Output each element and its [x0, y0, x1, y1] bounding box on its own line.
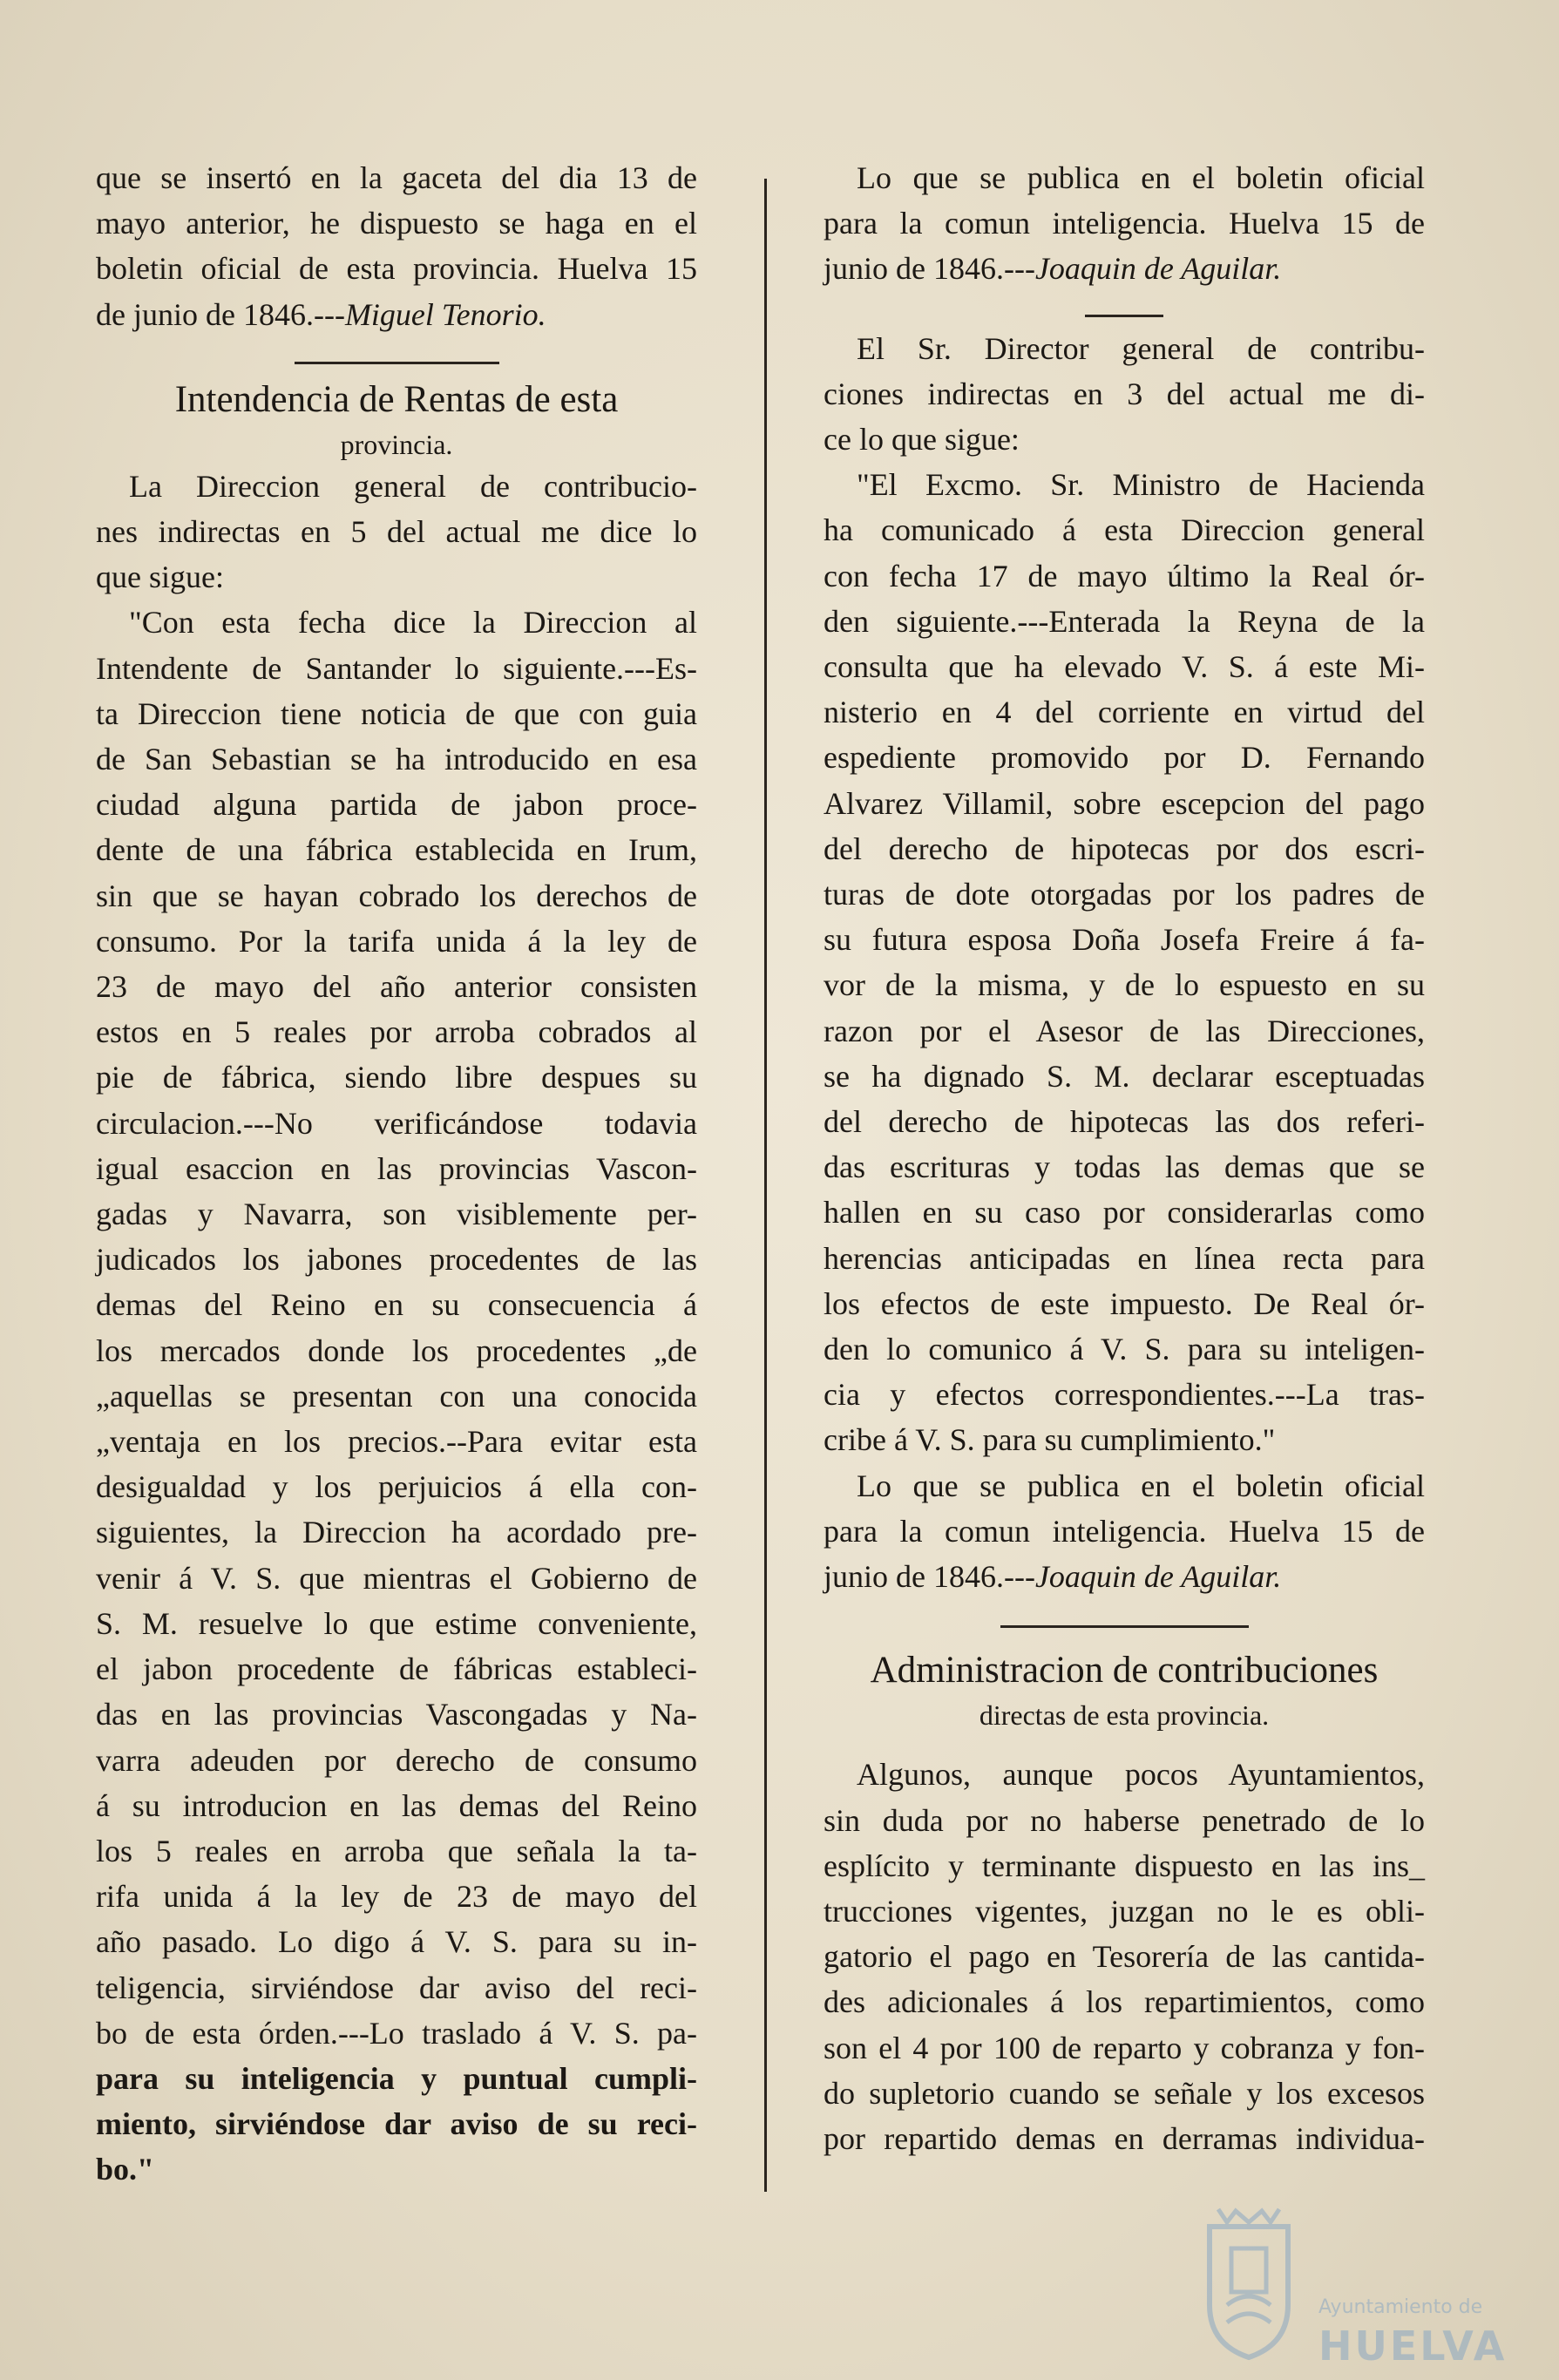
text-line: venir á V. S. que mientras el Gobierno de [96, 1560, 697, 1596]
section-divider [1000, 1625, 1249, 1628]
text-line: ciones indirectas en 3 del actual me di- [824, 376, 1425, 411]
text-line: cia y efectos correspondientes.---La tras- [824, 1377, 1425, 1413]
text-line: nisterio en 4 del corriente en virtud del [824, 695, 1425, 730]
text-line: para su inteligencia y puntual cumpli- [96, 2060, 697, 2096]
text-line: siguientes, la Direccion ha acordado pre- [96, 1515, 697, 1550]
signature: Joaquin de Aguilar. [1034, 1559, 1282, 1595]
text-line: razon por el Asesor de las Direcciones, [824, 1013, 1425, 1048]
text-line: Algunos, aunque pocos Ayuntamientos, [857, 1757, 1425, 1793]
text-line [96, 292, 697, 337]
date-text: junio de 1846.--- [824, 1559, 1035, 1595]
text-line: se ha dignado S. M. declarar esceptuadas [824, 1058, 1425, 1094]
text-line: "El Excmo. Sr. Ministro de Hacienda [857, 467, 1425, 503]
column-divider [764, 179, 767, 2192]
text-line: consumo. Por la tarifa unida á la ley de [96, 923, 697, 959]
text-line: del derecho de hipotecas por dos escri- [824, 831, 1425, 866]
text-line: con fecha 17 de mayo último la Real ór- [824, 558, 1425, 593]
right-body-text [824, 326, 1425, 1463]
text-line: año pasado. Lo digo á V. S. para su in- [96, 1924, 697, 1960]
publication-notice-1 [824, 155, 1425, 292]
text-line: gadas y Navarra, son visiblemente per- [96, 1197, 697, 1232]
text-line: el jabon procedente de fábricas estableci- [96, 1651, 697, 1687]
section-subheading: provincia. [340, 428, 453, 460]
final-body-text [824, 1752, 1425, 2161]
text-line: nes indirectas en 5 del actual me dice lo [96, 514, 697, 550]
text-line: rifa unida á la ley de 23 de mayo del [96, 1879, 697, 1915]
text-line: „aquellas se presentan con una conocida [96, 1378, 697, 1414]
publication-notice-2 [824, 1463, 1425, 1600]
left-intro-paragraph [96, 155, 697, 337]
text-line: varra adeuden por derecho de consumo [96, 1742, 697, 1778]
text-line: gatorio el pago en Tesorería de las cantida- [824, 1939, 1425, 1975]
text-line: dente de una fábrica establecida en Irum, [96, 832, 697, 868]
text-line: El Sr. Director general de contribu- [857, 330, 1425, 366]
text-line: los 5 reales en arroba que señala la ta- [96, 1833, 697, 1868]
text-line: den lo comunico á V. S. para su inteligen- [824, 1332, 1425, 1367]
text-line: bo." [96, 2152, 155, 2187]
text-line: ce lo que sigue: [824, 422, 1020, 458]
text-line: hallen en su caso por considerarlas como [824, 1195, 1425, 1231]
text-line: del derecho de hipotecas las dos referi- [824, 1104, 1425, 1140]
text-line: das en las provincias Vascongadas y Na- [96, 1697, 697, 1732]
text-line: cribe á V. S. para su cumplimiento." [824, 1422, 1276, 1458]
text-line: 23 de mayo del año anterior consisten [96, 969, 697, 1005]
text-line: para la comun inteligencia. Huelva 15 de [824, 206, 1425, 241]
coat-of-arms-icon [1192, 2200, 1305, 2366]
text-line: des adicionales á los repartimientos, como [824, 1984, 1425, 2020]
text-line: los efectos de este impuesto. De Real ór- [824, 1285, 1425, 1321]
section-subheading: directas de esta provincia. [979, 1699, 1270, 1732]
text-line: judicados los jabones procedentes de las [96, 1242, 697, 1278]
text-line: Intendente de Santander lo siguiente.---Es- [96, 650, 697, 686]
text-line: miento, sirviéndose dar aviso de su reci- [96, 2106, 697, 2142]
text-line: por repartido demas en derramas individua- [824, 2120, 1425, 2156]
watermark-line2: HUELVA [1318, 2322, 1508, 2370]
ayuntamiento-huelva-watermark [1192, 2200, 1508, 2370]
text-line: turas de dote otorgadas por los padres de [824, 877, 1425, 912]
text-line: den siguiente.---Enterada la Reyna de la [824, 603, 1425, 639]
right-column [824, 155, 1425, 2161]
text-line: trucciones vigentes, juzgan no le es obli- [824, 1893, 1425, 1929]
text-line: „ventaja en los precios.--Para evitar esta [96, 1424, 697, 1460]
text-line: desigualdad y los perjuicios á ella con- [96, 1469, 697, 1505]
text-line: herencias anticipadas en línea recta para [824, 1240, 1425, 1276]
text-line: de San Sebastian se ha introducido en esa [96, 742, 697, 777]
text-line: los mercados donde los procedentes „de [96, 1332, 697, 1368]
left-body-text [96, 464, 697, 2193]
text-line: circulacion.---No verificándose todavia [96, 1105, 697, 1141]
watermark-line1: Ayuntamiento de [1318, 2296, 1483, 2318]
text-line: bo de esta órden.---Lo traslado á V. S. pa- [96, 2015, 697, 2051]
text-line: pie de fábrica, siendo libre despues su [96, 1060, 697, 1095]
text-line: espediente promovido por D. Fernando [824, 740, 1425, 776]
text-line: Lo que se publica en el boletin oficial [857, 1468, 1425, 1503]
text-line: que sigue: [96, 559, 224, 595]
section-divider [295, 362, 499, 364]
text-line: son el 4 por 100 de reparto y cobranza y fon- [824, 2030, 1425, 2065]
text-line: ha comunicado á esta Direccion general [824, 512, 1425, 548]
text-line: "Con esta fecha dice la Direccion al [129, 605, 697, 641]
section-heading: Administracion de contribuciones [870, 1650, 1379, 1692]
text-line: ta Direccion tiene noticia de que con guia [96, 695, 697, 731]
text-line: Alvarez Villamil, sobre escepcion del pago [824, 785, 1425, 821]
text-line: esplícito y terminante dispuesto en las ins_ [824, 1848, 1425, 1883]
text-line: consulta que ha elevado V. S. á este Mi- [824, 649, 1425, 685]
section-divider [1085, 315, 1163, 317]
text-line: boletin oficial de esta provincia. Huelva 15 [96, 251, 697, 287]
text-line: su futura esposa Doña Josefa Freire á fa- [824, 922, 1425, 958]
text-line: S. M. resuelve lo que estime conveniente, [96, 1605, 697, 1641]
signature: Joaquin de Aguilar. [1034, 251, 1282, 287]
text-line: sin duda por no haberse penetrado de lo [824, 1802, 1425, 1838]
text-line: á su introducion en las demas del Reino [96, 1787, 697, 1823]
text-line: estos en 5 reales por arroba cobrados al [96, 1014, 697, 1050]
date-text: junio de 1846.--- [824, 251, 1035, 287]
text-line: igual esaccion en las provincias Vascon- [96, 1150, 697, 1186]
text-line: das escrituras y todas las demas que se [824, 1149, 1425, 1185]
text-line: La Direccion general de contribucio- [129, 468, 697, 504]
text-line: ciudad alguna partida de jabon proce- [96, 787, 697, 823]
spacer [824, 1734, 1425, 1752]
text-line: Lo que se publica en el boletin oficial [857, 160, 1425, 195]
text-line: para la comun inteligencia. Huelva 15 de [824, 1513, 1425, 1549]
text-line: vor de la misma, y de lo espuesto en su [824, 967, 1425, 1003]
text-line: que se insertó en la gaceta del dia 13 de [96, 160, 697, 195]
text-line: do supletorio cuando se señale y los excesos [824, 2075, 1425, 2111]
left-column [96, 155, 697, 2193]
text-line: teligencia, sirviéndose dar aviso del reci- [96, 1970, 697, 2005]
date-text: de junio de 1846.--- [96, 296, 345, 332]
signature: Miguel Tenorio. [344, 296, 546, 332]
text-line: demas del Reino en su consecuencia á [96, 1287, 697, 1323]
text-line: sin que se hayan cobrado los derechos de [96, 878, 697, 913]
section-heading: Intendencia de Rentas de esta [174, 378, 619, 420]
text-line [824, 246, 1425, 291]
text-line [824, 1554, 1425, 1599]
text-line: mayo anterior, he dispuesto se haga en el [96, 206, 697, 241]
